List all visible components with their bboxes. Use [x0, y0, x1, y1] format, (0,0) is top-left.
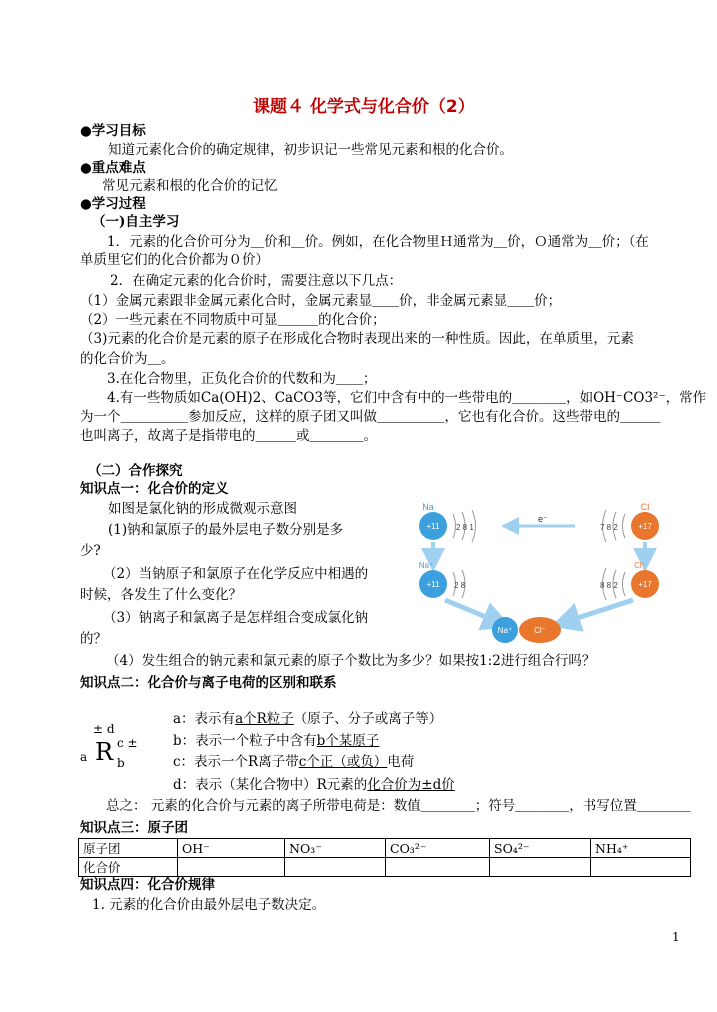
radical-table [78, 838, 691, 877]
table-cell [178, 858, 285, 877]
kp2-summary: 总之： 元素的化合价与元素的离子所带电荷是：数值＿＿＿＿；符号＿＿＿＿，书写位置＿＿＿＿ [106, 798, 691, 814]
cl-ion-core: +17 [638, 580, 652, 589]
table-row [79, 858, 691, 877]
table-cell [591, 858, 691, 877]
product-na-label: Na⁺ [497, 626, 513, 635]
kp1-intro: 如图是氯化钠的形成微观示意图 [108, 501, 297, 517]
page-title: 课题４ 化学式与化合价（2） [253, 97, 475, 117]
table-row [79, 839, 691, 858]
nacl-formation-diagram [390, 500, 700, 650]
coop-heading: （二）合作探究 [88, 463, 183, 479]
na-ion-arrow [445, 600, 498, 622]
na-shells: 2 8 1 [456, 523, 474, 532]
na-ion-shells: 2 8 [454, 581, 466, 590]
cl-ion-arrow [565, 600, 633, 622]
kp1-q2-line2: 时候，各发生了什么变化？ [80, 587, 242, 603]
kp1-heading: 知识点一：化合价的定义 [80, 481, 229, 497]
kp2-d-line: d：表示（某化合物中）R元素的化合价为±d价 [173, 777, 455, 793]
kp2-b-line: b：表示一个粒子中含有b个某原子 [173, 733, 380, 749]
na-ion-core: +11 [426, 580, 440, 589]
q1-line1: 1．元素的化合价可分为＿价和＿价。例如，在化合物里Ｈ通常为＿价，Ｏ通常为＿价；（在 [107, 234, 649, 250]
kp1-q3-line2: 的？ [80, 631, 107, 647]
na-ion-label: Na⁺ [418, 561, 434, 570]
symbol-c-pm: c ± [117, 736, 138, 750]
q2-line1: 2．在确定元素的化合价时，需要注意以下几点： [110, 273, 403, 289]
kp3-heading: 知识点三：原子团 [80, 820, 188, 836]
kp2-a-line: a：表示有a个R粒子（原子、分子或离子等） [173, 711, 443, 727]
symbol-a: a [80, 750, 88, 764]
kp4-heading: 知识点四：化合价规律 [80, 877, 215, 893]
table-cell [386, 858, 490, 877]
kp1-q1-line2: 少? [80, 543, 101, 559]
q2-line3: （2）一些元素在不同物质中可显＿＿＿的化合价； [80, 312, 386, 328]
q4-line1: 4.有一些物质如Ca(OH)2、CaCO3等，它们中含有中的一些带电的＿＿＿＿，如OH⁻CO3²⁻，常作 [107, 390, 707, 406]
table-cell: SO₄²⁻ [490, 839, 591, 858]
focus-heading: ●重点难点 [80, 160, 146, 176]
q4-line3: 也叫离子，故离子是指带电的＿＿＿或＿＿＿＿。 [80, 428, 377, 444]
focus-text: 常见元素和根的化合价的记忆 [102, 178, 278, 194]
q1-line2: 单质里它们的化合价都为０价） [80, 252, 269, 268]
product-cl-label: Cl⁻ [534, 626, 546, 635]
table-cell: OH⁻ [178, 839, 285, 858]
goals-heading: ●学习目标 [80, 123, 146, 139]
goals-text: 知道元素化合价的确定规律，初步识记一些常见元素和根的化合价。 [108, 142, 513, 158]
q3: 3.在化合物里，正负化合价的代数和为＿＿； [107, 371, 377, 387]
electron-label: e⁻ [538, 514, 548, 524]
table-cell [285, 858, 386, 877]
symbol-R: R [95, 738, 114, 766]
cl-shells: 7 8 2 [600, 523, 618, 532]
page-number: 1 [672, 930, 680, 944]
kp1-q3-line1: （3）钠离子和氯离子是怎样组合变成氯化钠 [103, 610, 369, 626]
table-cell [490, 858, 591, 877]
table-cell: NH₄⁺ [591, 839, 691, 858]
table-cell: CO₃²⁻ [386, 839, 490, 858]
cl-ion-label: Cl⁻ [634, 561, 646, 570]
kp1-q2-line1: （2）当钠原子和氯原子在化学反应中相遇的 [103, 566, 369, 582]
q4-line2: 为一个＿＿＿＿＿参加反应，这样的原子团又叫做＿＿＿＿＿，它也有化合价。这些带电的＿＿＿ [80, 409, 661, 425]
symbol-pm-d: ± d [93, 722, 115, 736]
kp2-heading: 知识点二：化合价与离子电荷的区别和联系 [80, 675, 337, 691]
q2-line2: （1）金属元素跟非金属元素化合时，金属元素显＿＿价，非金属元素显＿＿价； [80, 293, 562, 309]
table-cell: NO₃⁻ [285, 839, 386, 858]
symbol-b: b [117, 756, 125, 770]
kp2-c-line: c：表示一个R离子带c个正（或负）电荷 [173, 754, 415, 770]
cl-ion-shells: 8 8 2 [600, 581, 618, 590]
cl-label: Cl [640, 502, 650, 512]
q2-line4: （3)元素的化合价是元素的原子在形成化合物时表现出来的一种性质。因此，在单质里，元素 [80, 331, 634, 347]
table-cell: 化合价 [79, 858, 178, 877]
table-cell: 原子团 [79, 839, 178, 858]
na-label: Na [422, 502, 434, 512]
kp1-q1-line1: (1)钠和氯原子的最外层电子数分别是多 [108, 522, 344, 538]
q2-line5: 的化合价为＿。 [80, 351, 175, 367]
r-symbol-notation [80, 722, 150, 774]
na-core: +11 [426, 522, 440, 531]
self-study-heading: （一)自主学习 [92, 214, 180, 230]
kp4-item1: 1. 元素的化合价由最外层电子数决定。 [92, 897, 326, 913]
process-heading: ●学习过程 [80, 196, 146, 212]
kp1-q4: （4）发生组合的钠元素和氯元素的原子个数比为多少？如果按1:2进行组合行吗？ [106, 653, 596, 669]
cl-core: +17 [638, 522, 652, 531]
